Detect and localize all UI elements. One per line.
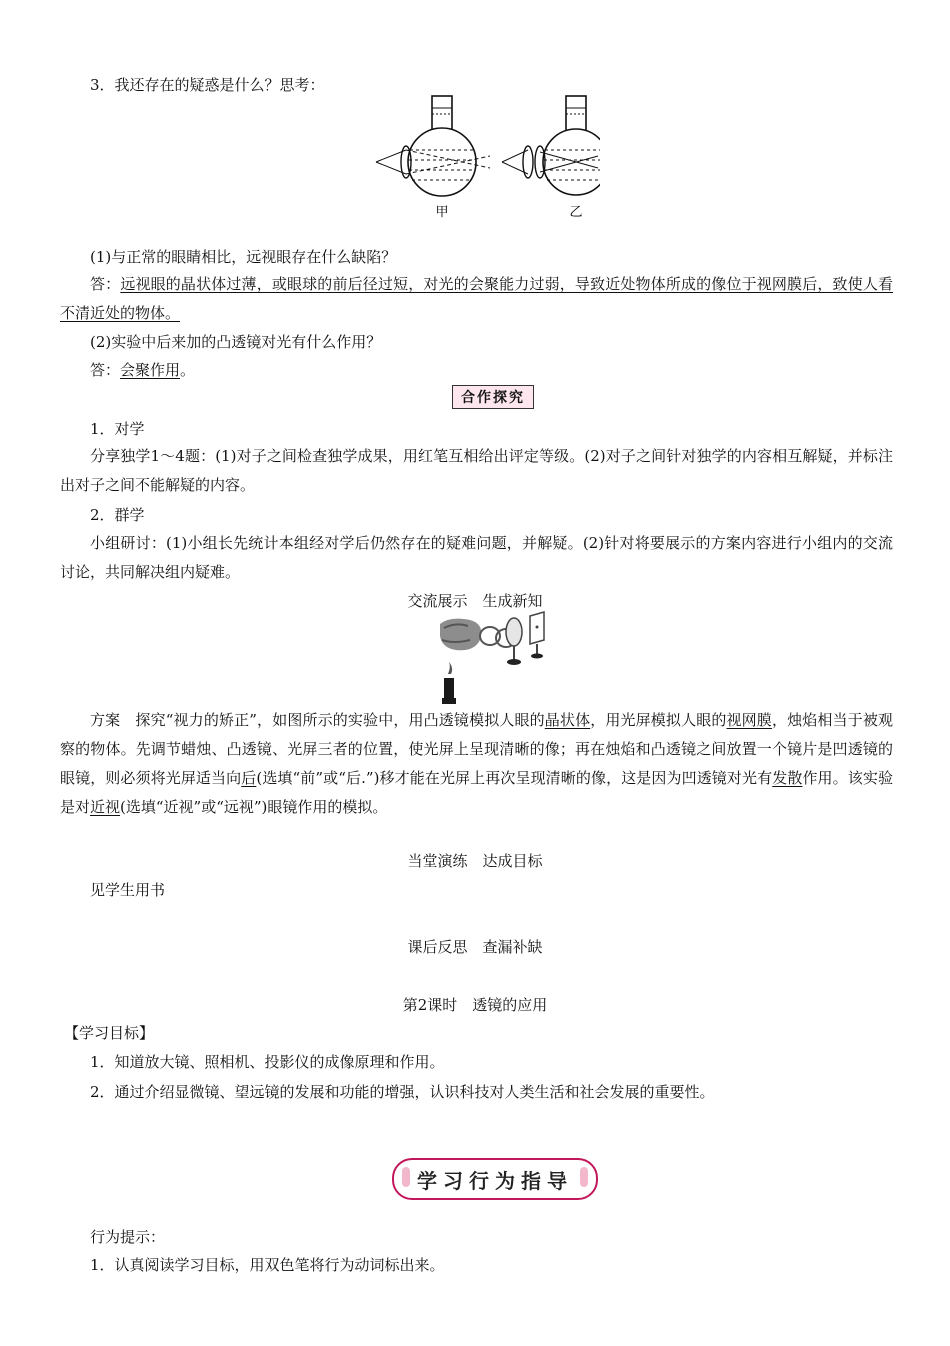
answer-2-text: 会聚作用 [120,361,181,379]
plan-text-4: (选填“前”或“后.”)移才能在光屏上再次呈现清晰的像，这是因为凹透镜对光有 [256,769,773,787]
flask-jia [376,96,490,220]
tips-heading: 行为提示： [90,1228,166,1246]
candle [442,662,456,704]
exchange-title: 交流展示 生成新知 [407,592,543,610]
plan-text-1: 方案 探究“视力的矫正”，如图所示的实验中，用凸透镜模拟人眼的 [90,711,545,729]
convex-lens [506,618,522,665]
plan-answer-2: 视网膜 [726,711,772,729]
duixue-heading: 1．对学 [90,420,145,438]
practice-title: 当堂演练 达成目标 [407,852,543,870]
figure-label-jia: 甲 [435,205,449,220]
plan-text-3: ，烛焰相当于被观察的物体。先调节蜡烛、凸透镜、光屏三者的位置，使光屏上呈现清晰的像；再在烛焰和凸透镜之间放置一个镜片是凹透镜的眼镜，则必须将光屏适当向 [60,711,893,787]
question-3-heading: 3．我还存在的疑惑是什么？思考： [90,76,325,94]
answer-2 [90,359,195,381]
qunxue-text: 小组研讨：(1)小组长先统计本组经对学后仍然存在的疑难问题，并解疑。(2)针对将要展示的方案内容进行小组内的交流讨论，共同解决组内疑难。 [60,534,893,581]
goal-item-2: 2．通过介绍显微镜、望远镜的发展和功能的增强，认识科技对人类生活和社会发展的重要性。 [90,1083,715,1101]
flask-yi [502,96,600,220]
qunxue-heading: 2．群学 [90,506,145,524]
answer-1 [60,270,893,328]
plan-answer-1: 晶状体 [544,711,591,729]
duixue-text: 分享独学1～4题：(1)对子之间检查独学成果，用红笔互相给出评定等级。(2)对子之间针对独学的内容相互解疑，并标注出对子之间不能解疑的内容。 [60,447,893,494]
practice-text: 见学生用书 [90,881,166,899]
goals-heading: 【学习目标】 [64,1024,155,1042]
figure-label-yi: 乙 [569,205,583,220]
answer-2-end: 。 [180,361,196,379]
plan-answer-5: 近视 [90,798,121,816]
plan-text-6: (选填“近视”或“远视”)眼镜作用的模拟。 [120,798,388,816]
question-1: (1)与正常的眼睛相比，远视眼存在什么缺陷？ [90,248,397,266]
goal-item-1: 1．知道放大镜、照相机、投影仪的成像原理和作用。 [90,1053,445,1071]
plan-answer-4: 发散 [772,769,803,787]
plan-text-5: 作用。该实验是对 [60,769,893,816]
plan-paragraph [60,706,893,822]
answer-1-prefix: 答： [90,275,121,293]
answer-1-text: 远视眼的晶状体过薄，或眼球的前后径过短，对光的会聚能力过弱，导致近处物体所成的像位于视网膜后，致使人看不清近处的物体。 [60,275,893,322]
reflect-title: 课后反思 查漏补缺 [407,938,543,956]
question-2: (2)实验中后来加的凸透镜对光有什么作用？ [90,333,382,351]
lesson-title: 第2课时 透镜的应用 [402,996,548,1014]
plan-text-2: ，用光屏模拟人眼的 [590,711,727,729]
tip-item-1: 1．认真阅读学习目标，用双色笔将行为动词标出来。 [90,1256,445,1274]
experiment-illustration [430,610,555,715]
answer-2-prefix: 答： [90,361,121,379]
section-banner-study-guide: 学习行为指导 [392,1158,598,1200]
eye-model-figure [370,92,600,222]
section-badge-cooperative-inquiry: 合作探究 [452,385,534,409]
light-screen [530,612,544,659]
glasses-hand [440,619,516,651]
plan-answer-3: 后 [241,769,257,787]
